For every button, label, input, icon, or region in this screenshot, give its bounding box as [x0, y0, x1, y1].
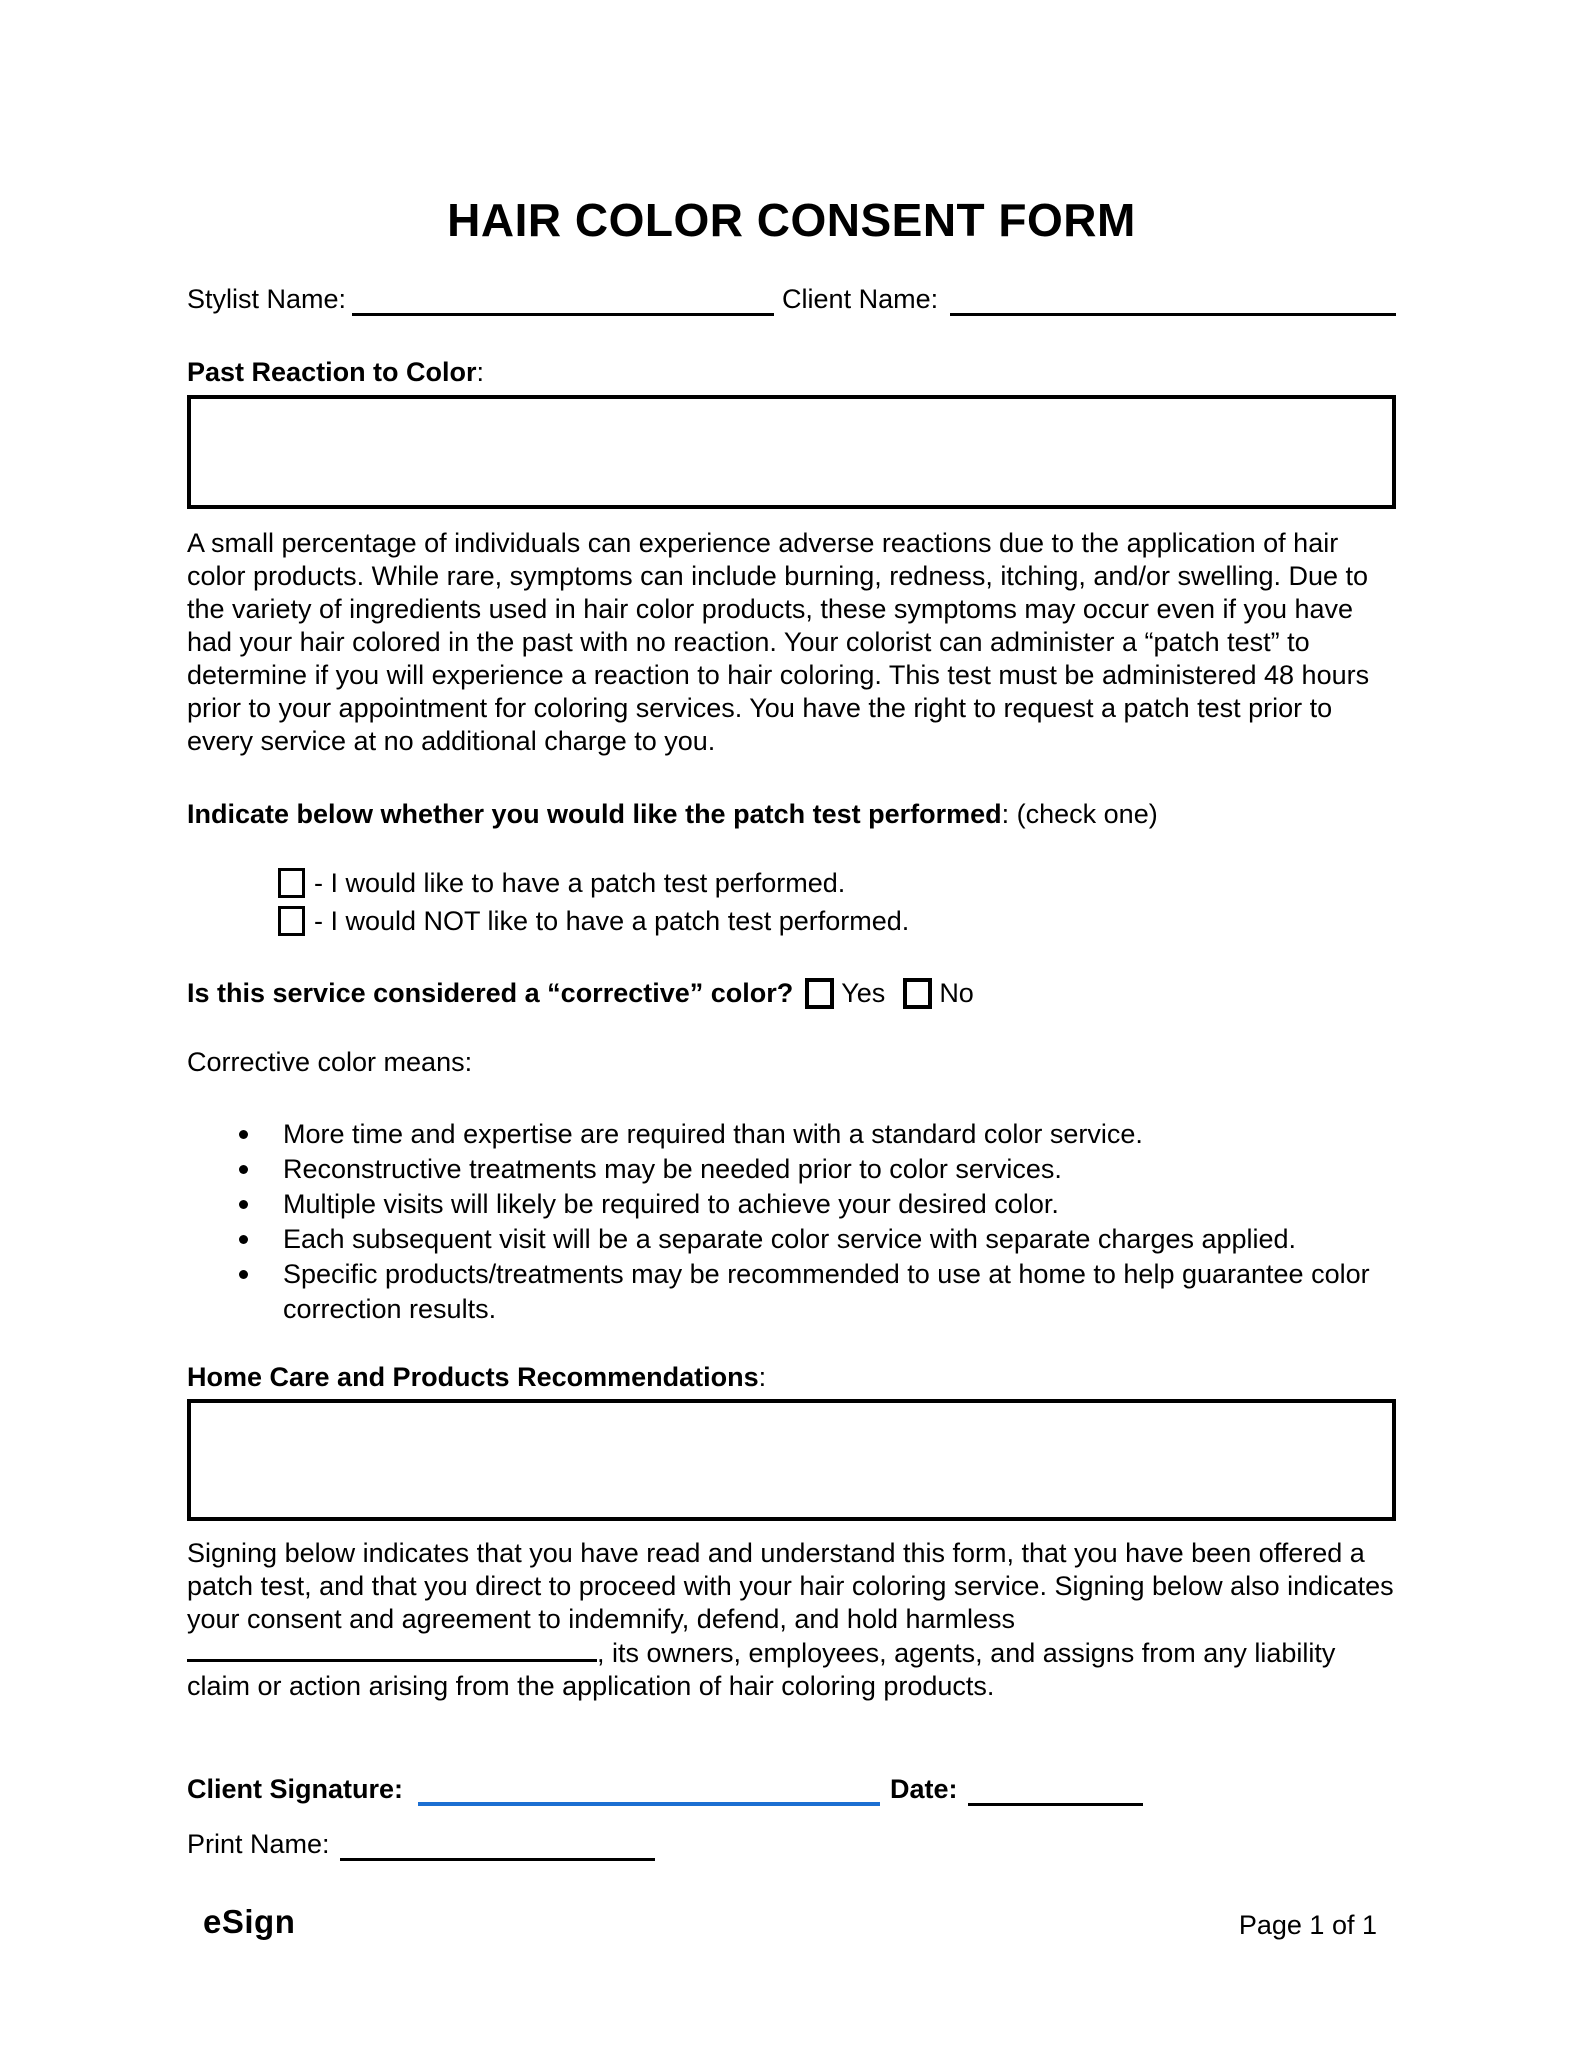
list-item: Each subsequent visit will be a separate color service with separate charges applied.: [187, 1222, 1396, 1257]
date-label: Date:: [890, 1774, 958, 1804]
client-name-field[interactable]: [950, 286, 1396, 316]
corrective-no-label: No: [939, 978, 974, 1008]
date-field[interactable]: [968, 1776, 1143, 1806]
patch-test-yes-checkbox[interactable]: [278, 868, 305, 898]
page-indicator: Page 1 of 1: [1238, 1910, 1377, 1940]
form-title: HAIR COLOR CONSENT FORM: [447, 194, 1136, 246]
esign-logo: eSign: [203, 1903, 296, 1940]
list-item: Specific products/treatments may be recommended to use at home to help guarantee color correction results.: [187, 1257, 1396, 1327]
patch-test-no-checkbox[interactable]: [278, 906, 305, 936]
corrective-means-intro: Corrective color means:: [187, 1047, 473, 1077]
patch-test-yes-label: - I would like to have a patch test performed.: [314, 867, 846, 898]
print-name-field[interactable]: [340, 1831, 655, 1861]
signature-row: [187, 1773, 1396, 1806]
intro-paragraph: A small percentage of individuals can experience adverse reactions due to the application of hair color products. While rare, symptoms can include burning, redness, itching, and/or swelling. Due to the variety of ingredients used in hair color products, these symptoms may occur even if you have had your hair colored in the past with no reaction. Your colorist can administer a “patch test” to determine if you will experience a reaction to hair coloring. This test must be administered 48 hours prior to your appointment for coloring services. You have the right to request a patch test prior to every service at no additional charge to you.: [187, 528, 1370, 756]
list-item: Reconstructive treatments may be needed prior to color services.: [187, 1152, 1396, 1187]
client-signature-label: Client Signature:: [187, 1774, 404, 1804]
client-signature-field[interactable]: [418, 1776, 880, 1806]
client-name-label: Client Name:: [782, 284, 939, 314]
corrective-yes-checkbox[interactable]: [805, 978, 834, 1009]
corrective-means-list: [187, 1117, 1396, 1327]
print-name-label: Print Name:: [187, 1829, 330, 1859]
patch-test-options: [187, 864, 1396, 940]
patch-test-option-yes: [187, 864, 1396, 902]
past-reaction-heading: Past Reaction to Color:: [187, 357, 485, 387]
patch-test-option-no: [187, 902, 1396, 940]
signing-paragraph: Signing below indicates that you have read and understand this form, that you have been offered a patch test, and that you direct to proceed with your hair coloring service. Signing below also indicates your consent and agreement to indemnify, defend, and hold harmless , its owners, employees, agents, and assigns from any liability claim or action arising from the application of hair coloring products.: [187, 1538, 1394, 1701]
corrective-yes-label: Yes: [841, 978, 886, 1008]
corrective-question: Is this service considered a “corrective” color?: [187, 978, 794, 1008]
corrective-question-row: [187, 977, 1396, 1010]
home-care-textbox[interactable]: [187, 1399, 1396, 1521]
patch-test-heading: Indicate below whether you would like the patch test performed: (check one): [187, 799, 1158, 829]
patch-test-no-label: - I would NOT like to have a patch test performed.: [314, 905, 910, 936]
print-name-row: [187, 1828, 1396, 1861]
past-reaction-textbox[interactable]: [187, 395, 1396, 509]
list-item: Multiple visits will likely be required to achieve your desired color.: [187, 1187, 1396, 1222]
corrective-no-checkbox[interactable]: [903, 978, 932, 1009]
salon-name-field[interactable]: [187, 1636, 597, 1662]
home-care-heading: Home Care and Products Recommendations:: [187, 1362, 767, 1392]
header-fields-row: [187, 283, 1396, 316]
stylist-name-label: Stylist Name:: [187, 284, 347, 314]
stylist-name-field[interactable]: [352, 286, 774, 316]
list-item: More time and expertise are required than with a standard color service.: [187, 1117, 1396, 1152]
